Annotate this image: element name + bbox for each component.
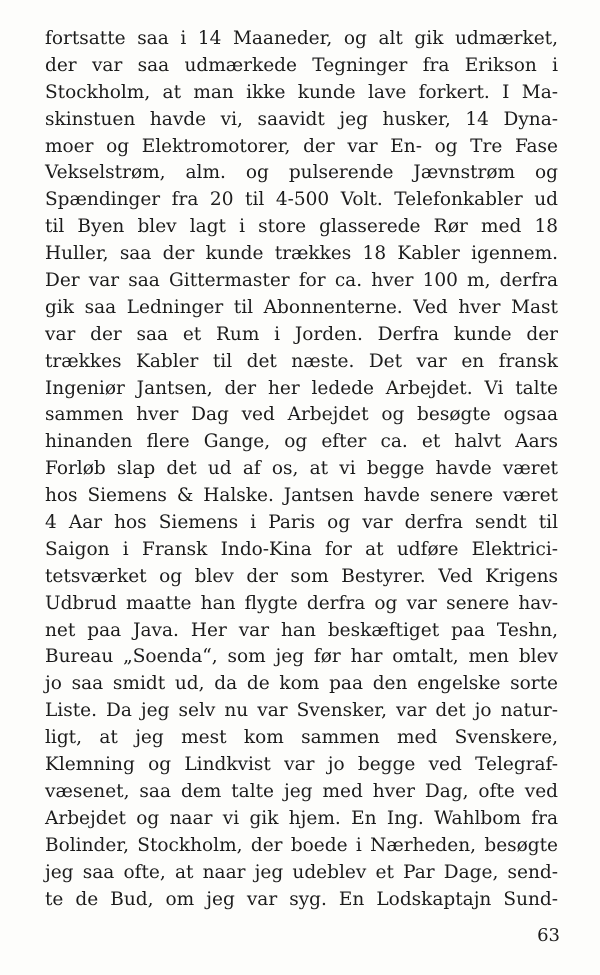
text-line: skinstuen havde vi, saavidt jeg husker, 14 Dyna-	[45, 108, 558, 130]
text-line: Forløb slap det ud af os, at vi begge havde været	[45, 458, 558, 480]
text-line: Stockholm, at man ikke kunde lave forkert. I Ma-	[45, 81, 558, 103]
text-line: jo saa smidt ud, da de kom paa den engelske sorte	[45, 673, 558, 695]
text-line: til Byen blev lagt i store glasserede Rør med 18	[45, 216, 558, 238]
text-line: Bolinder, Stockholm, der boede i Nærheden, besøgte	[45, 834, 558, 856]
text-line: Der var saa Gittermaster for ca. hver 100 m, derfra	[45, 270, 558, 292]
text-line: Vekselstrøm, alm. og pulserende Jævnstrøm og	[45, 162, 558, 184]
text-line: var der saa et Rum i Jorden. Derfra kunde der	[45, 323, 558, 345]
text-line: net paa Java. Her var han beskæftiget paa Teshn,	[45, 619, 558, 641]
text-line: Klemning og Lindkvist var jo begge ved Telegraf-	[45, 754, 558, 776]
text-line: Udbrud maatte han flygte derfra og var senere hav-	[45, 592, 558, 614]
text-line: Ingeniør Jantsen, der her ledede Arbejdet. Vi talte	[45, 377, 558, 399]
text-line: jeg saa ofte, at naar jeg udeblev et Par Dage, send-	[45, 861, 558, 883]
text-line: tetsværket og blev der som Bestyrer. Ved Krigens	[45, 565, 558, 587]
text-line: 4 Aar hos Siemens i Paris og var derfra sendt til	[45, 512, 558, 534]
text-line: der var saa udmærkede Tegninger fra Erikson i	[45, 54, 558, 76]
text-line: fortsatte saa i 14 Maaneder, og alt gik udmærket,	[45, 28, 558, 49]
text-line: hos Siemens & Halske. Jantsen havde senere været	[45, 485, 558, 507]
text-line: hinanden flere Gange, og efter ca. et halvt Aars	[45, 431, 558, 453]
text-line: Spændinger fra 20 til 4-500 Volt. Telefonkabler ud	[45, 189, 558, 211]
page-number: 63	[537, 925, 560, 946]
text-line: væsenet, saa dem talte jeg med hver Dag, ofte ved	[45, 780, 558, 802]
text-line: sammen hver Dag ved Arbejdet og besøgte ogsaa	[45, 404, 558, 426]
text-line: moer og Elektromotorer, der var En- og Tre Fase	[45, 135, 558, 157]
text-line: ligt, at jeg mest kom sammen med Svenskere,	[45, 727, 558, 749]
text-line: Liste. Da jeg selv nu var Svensker, var det jo natur-	[45, 700, 558, 722]
text-line: Arbejdet og naar vi gik hjem. En Ing. Wahlbom fra	[45, 807, 558, 829]
body-text	[45, 26, 558, 913]
text-line: Huller, saa der kunde trækkes 18 Kabler igennem.	[45, 243, 558, 265]
text-line: trækkes Kabler til det næste. Det var en fransk	[45, 350, 558, 372]
text-line: gik saa Ledninger til Abonnenterne. Ved hver Mast	[45, 296, 558, 318]
text-line: Bureau „Soenda“, som jeg før har omtalt, men blev	[45, 646, 558, 668]
text-line: Saigon i Fransk Indo-Kina for at udføre Elektrici-	[45, 538, 558, 560]
text-line: te de Bud, om jeg var syg. En Lodskaptajn Sund-	[45, 888, 558, 910]
